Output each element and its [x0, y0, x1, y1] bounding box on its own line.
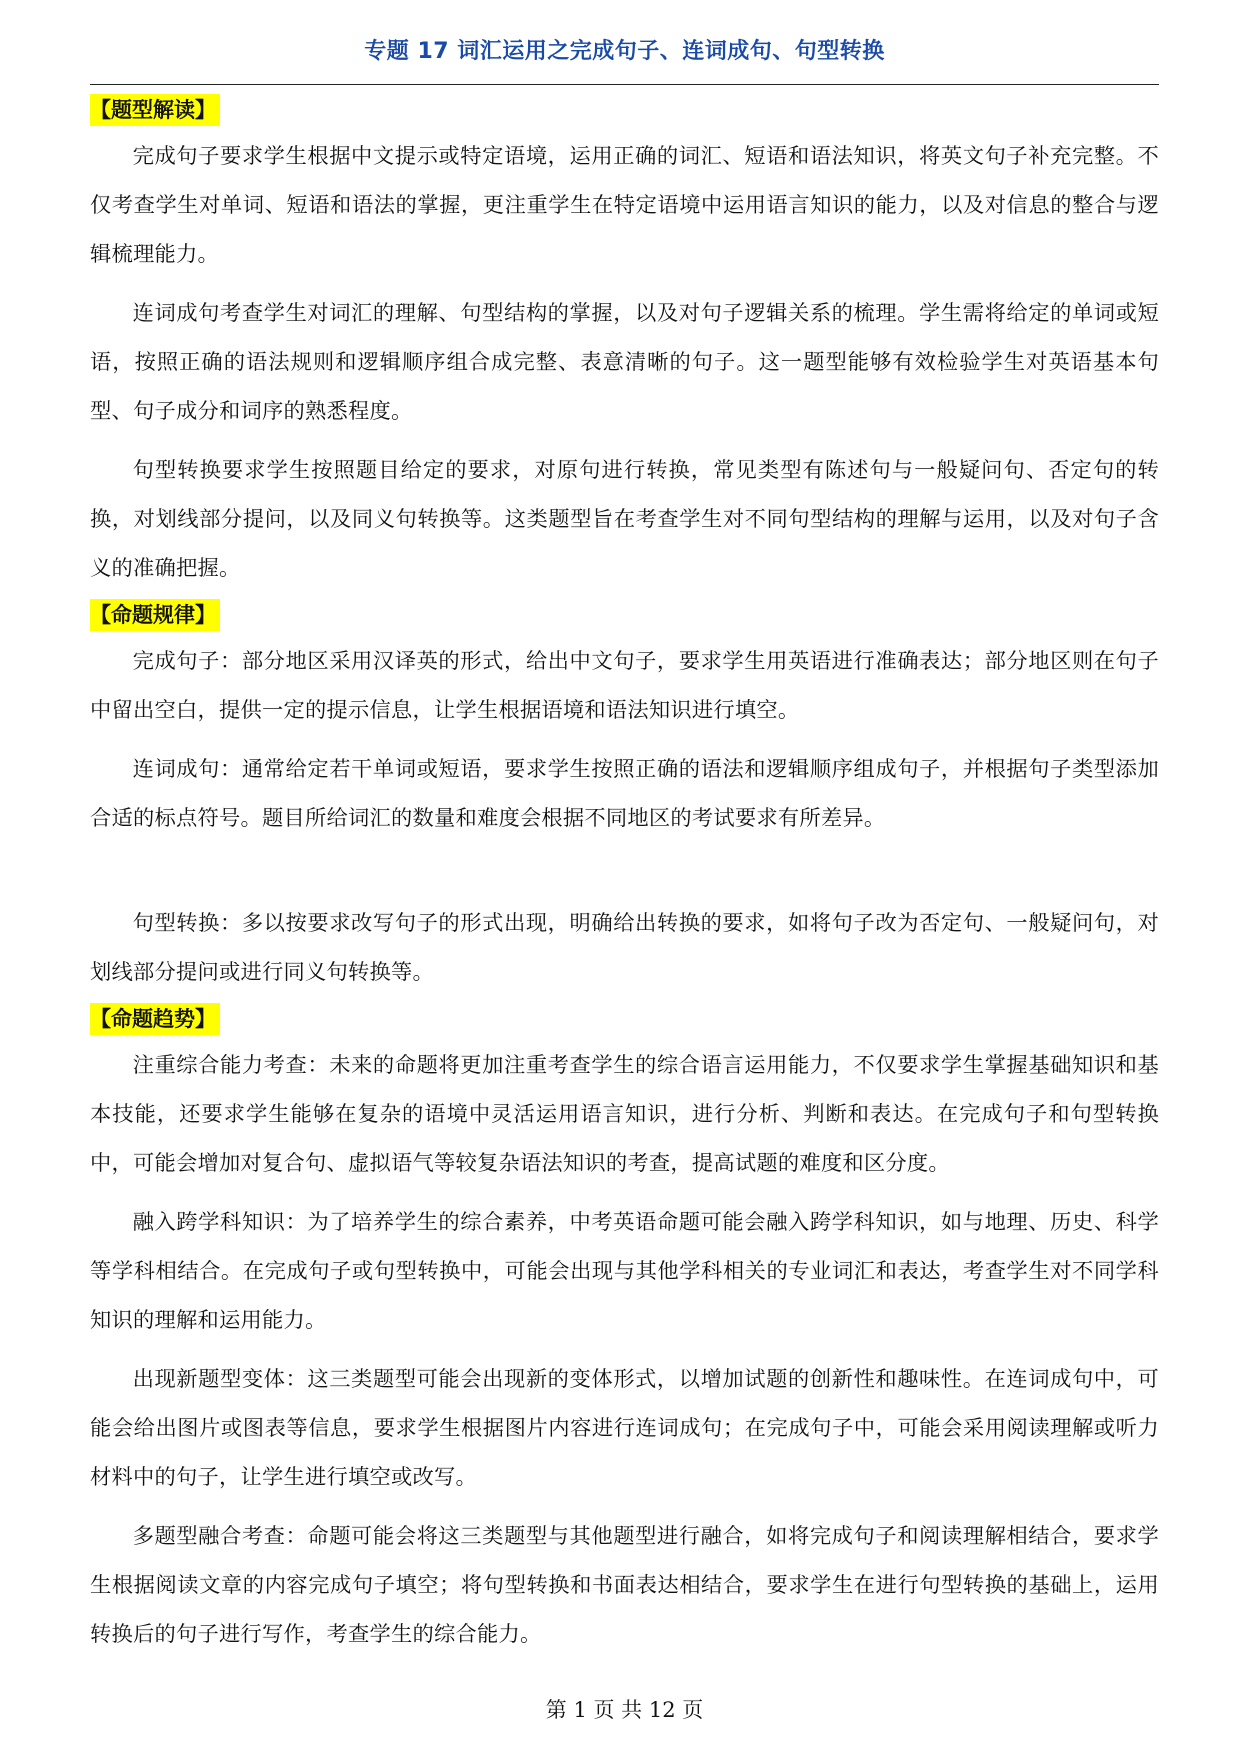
paragraph: 出现新题型变体：这三类题型可能会出现新的变体形式，以增加试题的创新性和趣味性。在连词成句中，可能会给出图片或图表等信息，要求学生根据图片内容进行连词成句；在完成句子中，可能会采用阅读理解或听力材料中的句子，让学生进行填空或改写。 [90, 1367, 1159, 1490]
page-title: 专题 17 词汇运用之完成句子、连词成句、句型转换 [364, 39, 885, 64]
paragraph: 融入跨学科知识：为了培养学生的综合素养，中考英语命题可能会融入跨学科知识，如与地理、历史、科学等学科相结合。在完成句子或句型转换中，可能会出现与其他学科相关的专业词汇和表达，考查学生对不同学科知识的理解和运用能力。 [90, 1210, 1159, 1333]
blank-spacer [90, 853, 1159, 893]
paragraph: 完成句子：部分地区采用汉译英的形式，给出中文句子，要求学生用英语进行准确表达；部分地区则在句子中留出空白，提供一定的提示信息，让学生根据语境和语法知识进行填空。 [90, 649, 1159, 723]
paragraph: 连词成句考查学生对词汇的理解、句型结构的掌握，以及对句子逻辑关系的梳理。学生需将给定的单词或短语，按照正确的语法规则和逻辑顺序组合成完整、表意清晰的句子。这一题型能够有效检验学生对英语基本句型、句子成分和词序的熟悉程度。 [90, 301, 1159, 424]
section-label-interpretation: 【题型解读】 [90, 94, 220, 126]
section-label-pattern: 【命题规律】 [90, 599, 220, 631]
paragraph: 句型转换要求学生按照题目给定的要求，对原句进行转换，常见类型有陈述句与一般疑问句、否定句的转换，对划线部分提问，以及同义句转换等。这类题型旨在考查学生对不同句型结构的理解与运用，以及对句子含义的准确把握。 [90, 458, 1159, 581]
paragraph: 连词成句：通常给定若干单词或短语，要求学生按照正确的语法和逻辑顺序组成句子，并根据句子类型添加合适的标点符号。题目所给词汇的数量和难度会根据不同地区的考试要求有所差异。 [90, 757, 1159, 831]
header-divider [90, 84, 1159, 85]
page-number: 第 1 页 共 12 页 [545, 1698, 704, 1722]
section-interpretation [90, 94, 1159, 593]
paragraph: 句型转换：多以按要求改写句子的形式出现，明确给出转换的要求，如将句子改为否定句、一般疑问句，对划线部分提问或进行同义句转换等。 [90, 911, 1159, 985]
section-pattern [90, 599, 1159, 997]
section-trend [90, 1003, 1159, 1659]
paragraph: 完成句子要求学生根据中文提示或特定语境，运用正确的词汇、短语和语法知识，将英文句子补充完整。不仅考查学生对单词、短语和语法的掌握，更注重学生在特定语境中运用语言知识的能力，以及对信息的整合与逻辑梳理能力。 [90, 144, 1159, 267]
section-label-trend: 【命题趋势】 [90, 1003, 220, 1035]
paragraph: 注重综合能力考查：未来的命题将更加注重考查学生的综合语言运用能力，不仅要求学生掌握基础知识和基本技能，还要求学生能够在复杂的语境中灵活运用语言知识，进行分析、判断和表达。在完成句子和句型转换中，可能会增加对复合句、虚拟语气等较复杂语法知识的考查，提高试题的难度和区分度。 [90, 1053, 1159, 1176]
document-body [90, 94, 1159, 1669]
paragraph: 多题型融合考查：命题可能会将这三类题型与其他题型进行融合，如将完成句子和阅读理解相结合，要求学生根据阅读文章的内容完成句子填空；将句型转换和书面表达相结合，要求学生在进行句型转换的基础上，运用转换后的句子进行写作，考查学生的综合能力。 [90, 1524, 1159, 1647]
